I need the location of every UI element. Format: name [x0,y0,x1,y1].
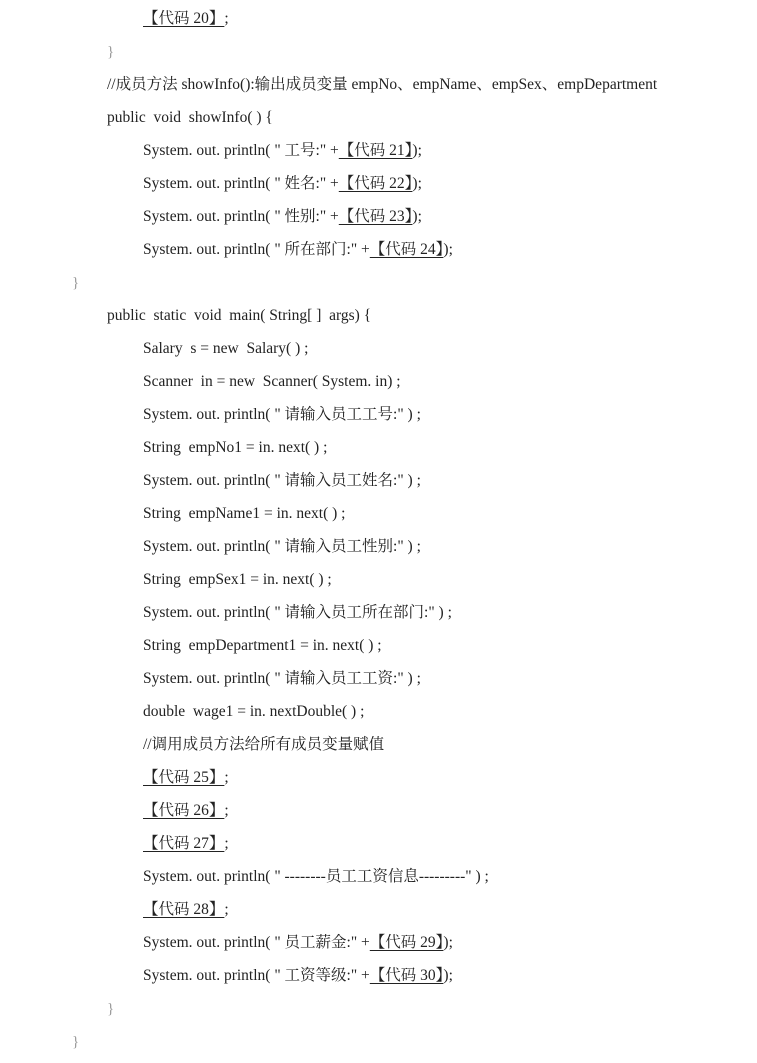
code-text: String empDepartment1 = in. next( ) ; [143,637,382,654]
code-text: System. out. println( " 请输入员工姓名:" ) ; [143,472,421,489]
code-text: System. out. println( " 员工薪金:" + [143,934,370,951]
code-text: System. out. println( " 姓名:" + [143,175,339,192]
code-text: System. out. println( " 请输入员工工号:" ) ; [143,406,421,423]
code-line [143,467,421,495]
code-text: String empSex1 = in. next( ) ; [143,571,332,588]
closing-brace [72,269,79,297]
code-placeholder: 【代码 23】 [338,208,413,225]
code-line [143,236,453,264]
code-text: ); [443,934,453,951]
closing-brace [107,995,114,1023]
code-line [143,566,332,594]
code-text: System. out. println( " 工号:" + [143,142,339,159]
closing-brace [72,1028,79,1056]
code-text: ); [443,241,453,258]
code-placeholder: 【代码 27】 [143,835,225,852]
code-line [143,170,422,198]
code-line [143,401,421,429]
code-placeholder: 【代码 26】 [143,802,225,819]
code-line [143,764,229,792]
closing-brace [107,38,114,66]
code-placeholder: 【代码 24】 [369,241,444,258]
code-line [143,434,327,462]
code-line [143,137,422,165]
code-placeholder: 【代码 25】 [143,769,225,786]
code-text: System. out. println( " 性别:" + [143,208,339,225]
code-placeholder: 【代码 20】 [143,10,225,27]
code-line [143,830,229,858]
code-line [143,335,308,363]
code-text: ); [443,967,453,984]
code-text: } [72,1034,80,1050]
code-line [143,599,452,627]
code-text: public void showInfo( ) { [107,109,273,126]
code-text: System. out. println( " 请输入员工性别:" ) ; [143,538,421,555]
code-line [143,962,453,990]
code-text: ; [224,802,229,819]
code-text: Salary s = new Salary( ) ; [143,340,309,357]
code-text: System. out. println( " 所在部门:" + [143,241,370,258]
code-line [107,104,273,132]
code-text: System. out. println( " 工资等级:" + [143,967,370,984]
code-placeholder: 【代码 21】 [338,142,413,159]
code-text: double wage1 = in. nextDouble( ) ; [143,703,365,720]
code-line [143,500,345,528]
code-text: Scanner in = new Scanner( System. in) ; [143,373,401,390]
code-text: //成员方法 showInfo():输出成员变量 empNo、empName、empSex、empDepartment [107,76,658,93]
code-text: ; [224,835,229,852]
code-line [143,368,401,396]
code-text: ; [224,901,229,918]
code-text: String empName1 = in. next( ) ; [143,505,346,522]
code-line [143,863,489,891]
code-placeholder: 【代码 30】 [369,967,444,984]
code-line [143,5,229,33]
code-text: ); [412,142,422,159]
code-placeholder: 【代码 22】 [338,175,413,192]
code-text: System. out. println( " --------员工工资信息---------" ) ; [143,868,489,885]
code-text: ); [412,175,422,192]
code-line [107,71,657,99]
code-placeholder: 【代码 28】 [143,901,225,918]
code-line [143,698,364,726]
code-text: //调用成员方法给所有成员变量赋值 [143,736,385,753]
code-text: } [72,275,80,291]
code-text: ; [224,10,229,27]
code-line [143,203,422,231]
code-text: } [107,1001,115,1017]
code-line [143,632,382,660]
code-text: public static void main( String[ ] args) { [107,307,372,324]
code-text: System. out. println( " 请输入员工所在部门:" ) ; [143,604,452,621]
code-text: System. out. println( " 请输入员工工资:" ) ; [143,670,421,687]
code-line [143,929,453,957]
code-line [143,797,229,825]
code-text: ; [224,769,229,786]
code-line [143,533,421,561]
code-text: } [107,44,115,60]
code-line [143,896,229,924]
code-text: String empNo1 = in. next( ) ; [143,439,328,456]
code-text: ); [412,208,422,225]
code-placeholder: 【代码 29】 [369,934,444,951]
code-line [107,302,371,330]
code-line [143,665,421,693]
code-line [143,731,384,759]
